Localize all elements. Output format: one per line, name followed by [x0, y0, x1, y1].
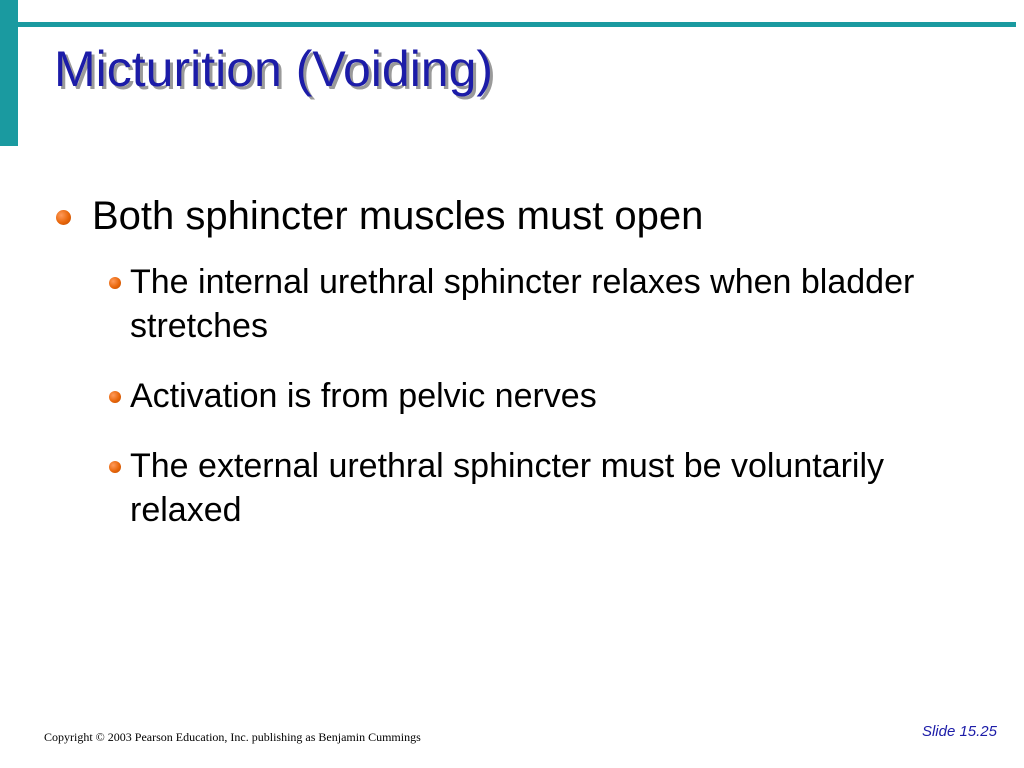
bullet-dot-icon: [56, 210, 71, 225]
bullet-level2: [108, 444, 954, 532]
bullet-text: The internal urethral sphincter relaxes when bladder stretches: [130, 263, 915, 345]
bullet-dot-icon: [109, 461, 121, 473]
bullet-dot-icon: [109, 391, 121, 403]
bullet-text: The external urethral sphincter must be voluntarily relaxed: [130, 447, 885, 529]
bullet-level2: [108, 260, 954, 348]
bullet-text: Activation is from pelvic nerves: [130, 377, 597, 415]
bullet-level1: [54, 190, 954, 242]
bullet-dot-icon: [109, 277, 121, 289]
slide-number: Slide 15.25: [921, 723, 997, 740]
bullet-level2: [108, 374, 954, 418]
slide-title: Micturition (Voiding): [54, 41, 494, 97]
copyright-footer: Copyright © 2003 Pearson Education, Inc. publishing as Benjamin Cummings: [44, 730, 421, 744]
accent-line-top: [18, 22, 1016, 27]
bullet-text: Both sphincter muscles must open: [92, 194, 704, 238]
slide-content: [54, 190, 954, 558]
accent-bar-left: [0, 0, 18, 146]
